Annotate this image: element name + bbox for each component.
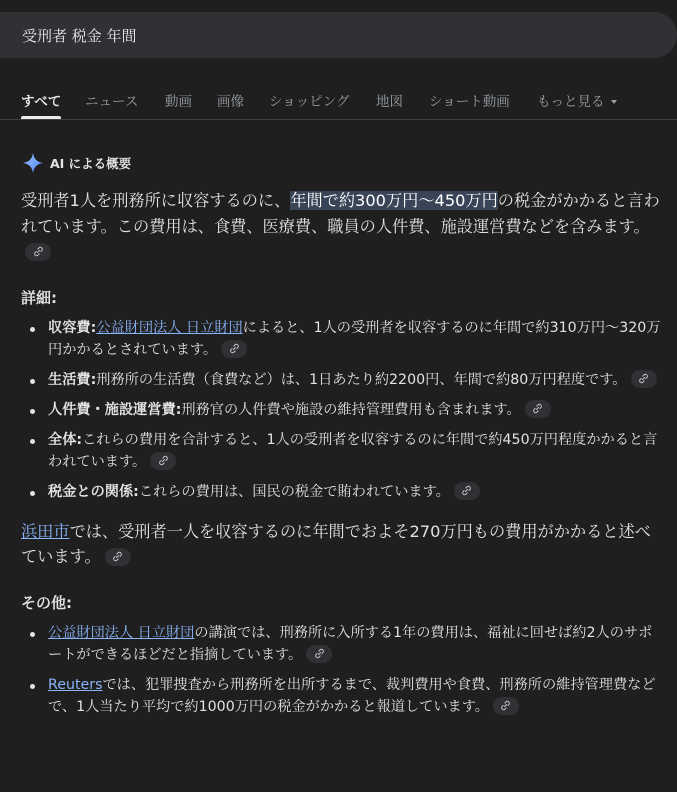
paragraph-text: では、受刑者一人を収容するのに年間でおよそ270万円もの費用がかかると述べています。 bbox=[21, 521, 651, 566]
source-link[interactable]: Reuters bbox=[48, 676, 103, 693]
source-link-icon[interactable] bbox=[221, 340, 247, 358]
source-link[interactable]: 公益財団法人 日立財団 bbox=[96, 319, 243, 336]
source-link-icon[interactable] bbox=[306, 645, 332, 663]
source-link-icon[interactable] bbox=[493, 697, 519, 715]
ai-overview-content bbox=[21, 188, 661, 718]
source-link-icon[interactable] bbox=[150, 452, 176, 470]
list-item bbox=[21, 369, 661, 391]
item-text: の講演では、刑務所に入所する1年の費用は、福祉に回せば約2人のサポートができるほどだと指摘しています。 bbox=[48, 624, 653, 663]
tab-all[interactable]: すべて bbox=[21, 94, 62, 110]
source-link[interactable]: 公益財団法人 日立財団 bbox=[48, 624, 195, 641]
item-term: 税金との関係: bbox=[48, 483, 139, 500]
lead-paragraph bbox=[21, 188, 661, 265]
lead-text-end: の税金がかかると言われています。この費用は、食費、医療費、職員の人件費、施設運営費などを含みます。 bbox=[21, 191, 660, 236]
source-link-icon[interactable] bbox=[105, 548, 131, 566]
tab-maps[interactable]: 地図 bbox=[376, 94, 403, 110]
lead-text-start: 受刑者1人を刑務所に収容するのに、 bbox=[21, 191, 291, 210]
hamada-paragraph bbox=[21, 519, 661, 570]
sparkle-icon bbox=[22, 152, 44, 174]
caret-down-icon bbox=[611, 100, 617, 104]
tab-images[interactable]: 画像 bbox=[217, 94, 244, 110]
tab-short-videos[interactable]: ショート動画 bbox=[429, 94, 510, 110]
list-item bbox=[21, 481, 661, 503]
list-item bbox=[21, 622, 661, 666]
item-term: 生活費: bbox=[48, 371, 97, 388]
list-item bbox=[21, 317, 661, 361]
tab-videos[interactable]: 動画 bbox=[165, 94, 192, 110]
source-link[interactable]: 浜田市 bbox=[21, 521, 70, 541]
tab-news[interactable]: ニュース bbox=[85, 94, 139, 110]
source-link-icon[interactable] bbox=[525, 400, 551, 418]
item-term: 収容費: bbox=[48, 319, 97, 336]
list-item bbox=[21, 399, 661, 421]
source-link-icon[interactable] bbox=[631, 370, 657, 388]
other-heading: その他: bbox=[21, 593, 72, 612]
list-item bbox=[21, 674, 661, 718]
source-link-icon[interactable] bbox=[454, 482, 480, 500]
details-list bbox=[21, 317, 661, 503]
item-text: これらの費用を合計すると、1人の受刑者を収容するのに年間で約450万円程度かかると言われています。 bbox=[48, 431, 658, 470]
item-text: によると、1人の受刑者を収容するのに年間で約310万円〜320万円かかるとされています。 bbox=[48, 319, 661, 358]
other-list bbox=[21, 622, 661, 718]
item-text: では、犯罪捜査から刑務所を出所するまで、裁判費用や食費、刑務所の維持管理費などで、1人当たり平均で約1000万円の税金がかかると報道しています。 bbox=[48, 676, 656, 715]
item-text: 刑務官の人件費や施設の維持管理費用も含まれます。 bbox=[181, 401, 521, 418]
lead-highlight: 年間で約300万円〜450万円 bbox=[290, 191, 498, 210]
search-bar[interactable] bbox=[0, 12, 677, 58]
tab-more[interactable] bbox=[537, 90, 617, 110]
item-text: これらの費用は、国民の税金で賄われています。 bbox=[138, 483, 450, 500]
source-link-icon[interactable] bbox=[25, 243, 51, 261]
search-query[interactable]: 受刑者 税金 年間 bbox=[22, 26, 137, 45]
list-item bbox=[21, 429, 661, 473]
item-term: 全体: bbox=[48, 431, 83, 448]
ai-overview-label: AI による概要 bbox=[50, 156, 132, 171]
tab-more-label: もっと見る bbox=[537, 94, 605, 110]
details-heading: 詳細: bbox=[21, 288, 57, 307]
item-text: 刑務所の生活費（食費など）は、1日あたり約2200円、年間で約80万円程度です。 bbox=[96, 371, 627, 388]
item-term: 人件費・施設運営費: bbox=[48, 401, 182, 418]
active-tab-indicator bbox=[21, 116, 61, 119]
tab-shopping[interactable]: ショッピング bbox=[269, 94, 350, 110]
ai-overview-header bbox=[22, 152, 131, 174]
search-tabs bbox=[0, 80, 677, 120]
